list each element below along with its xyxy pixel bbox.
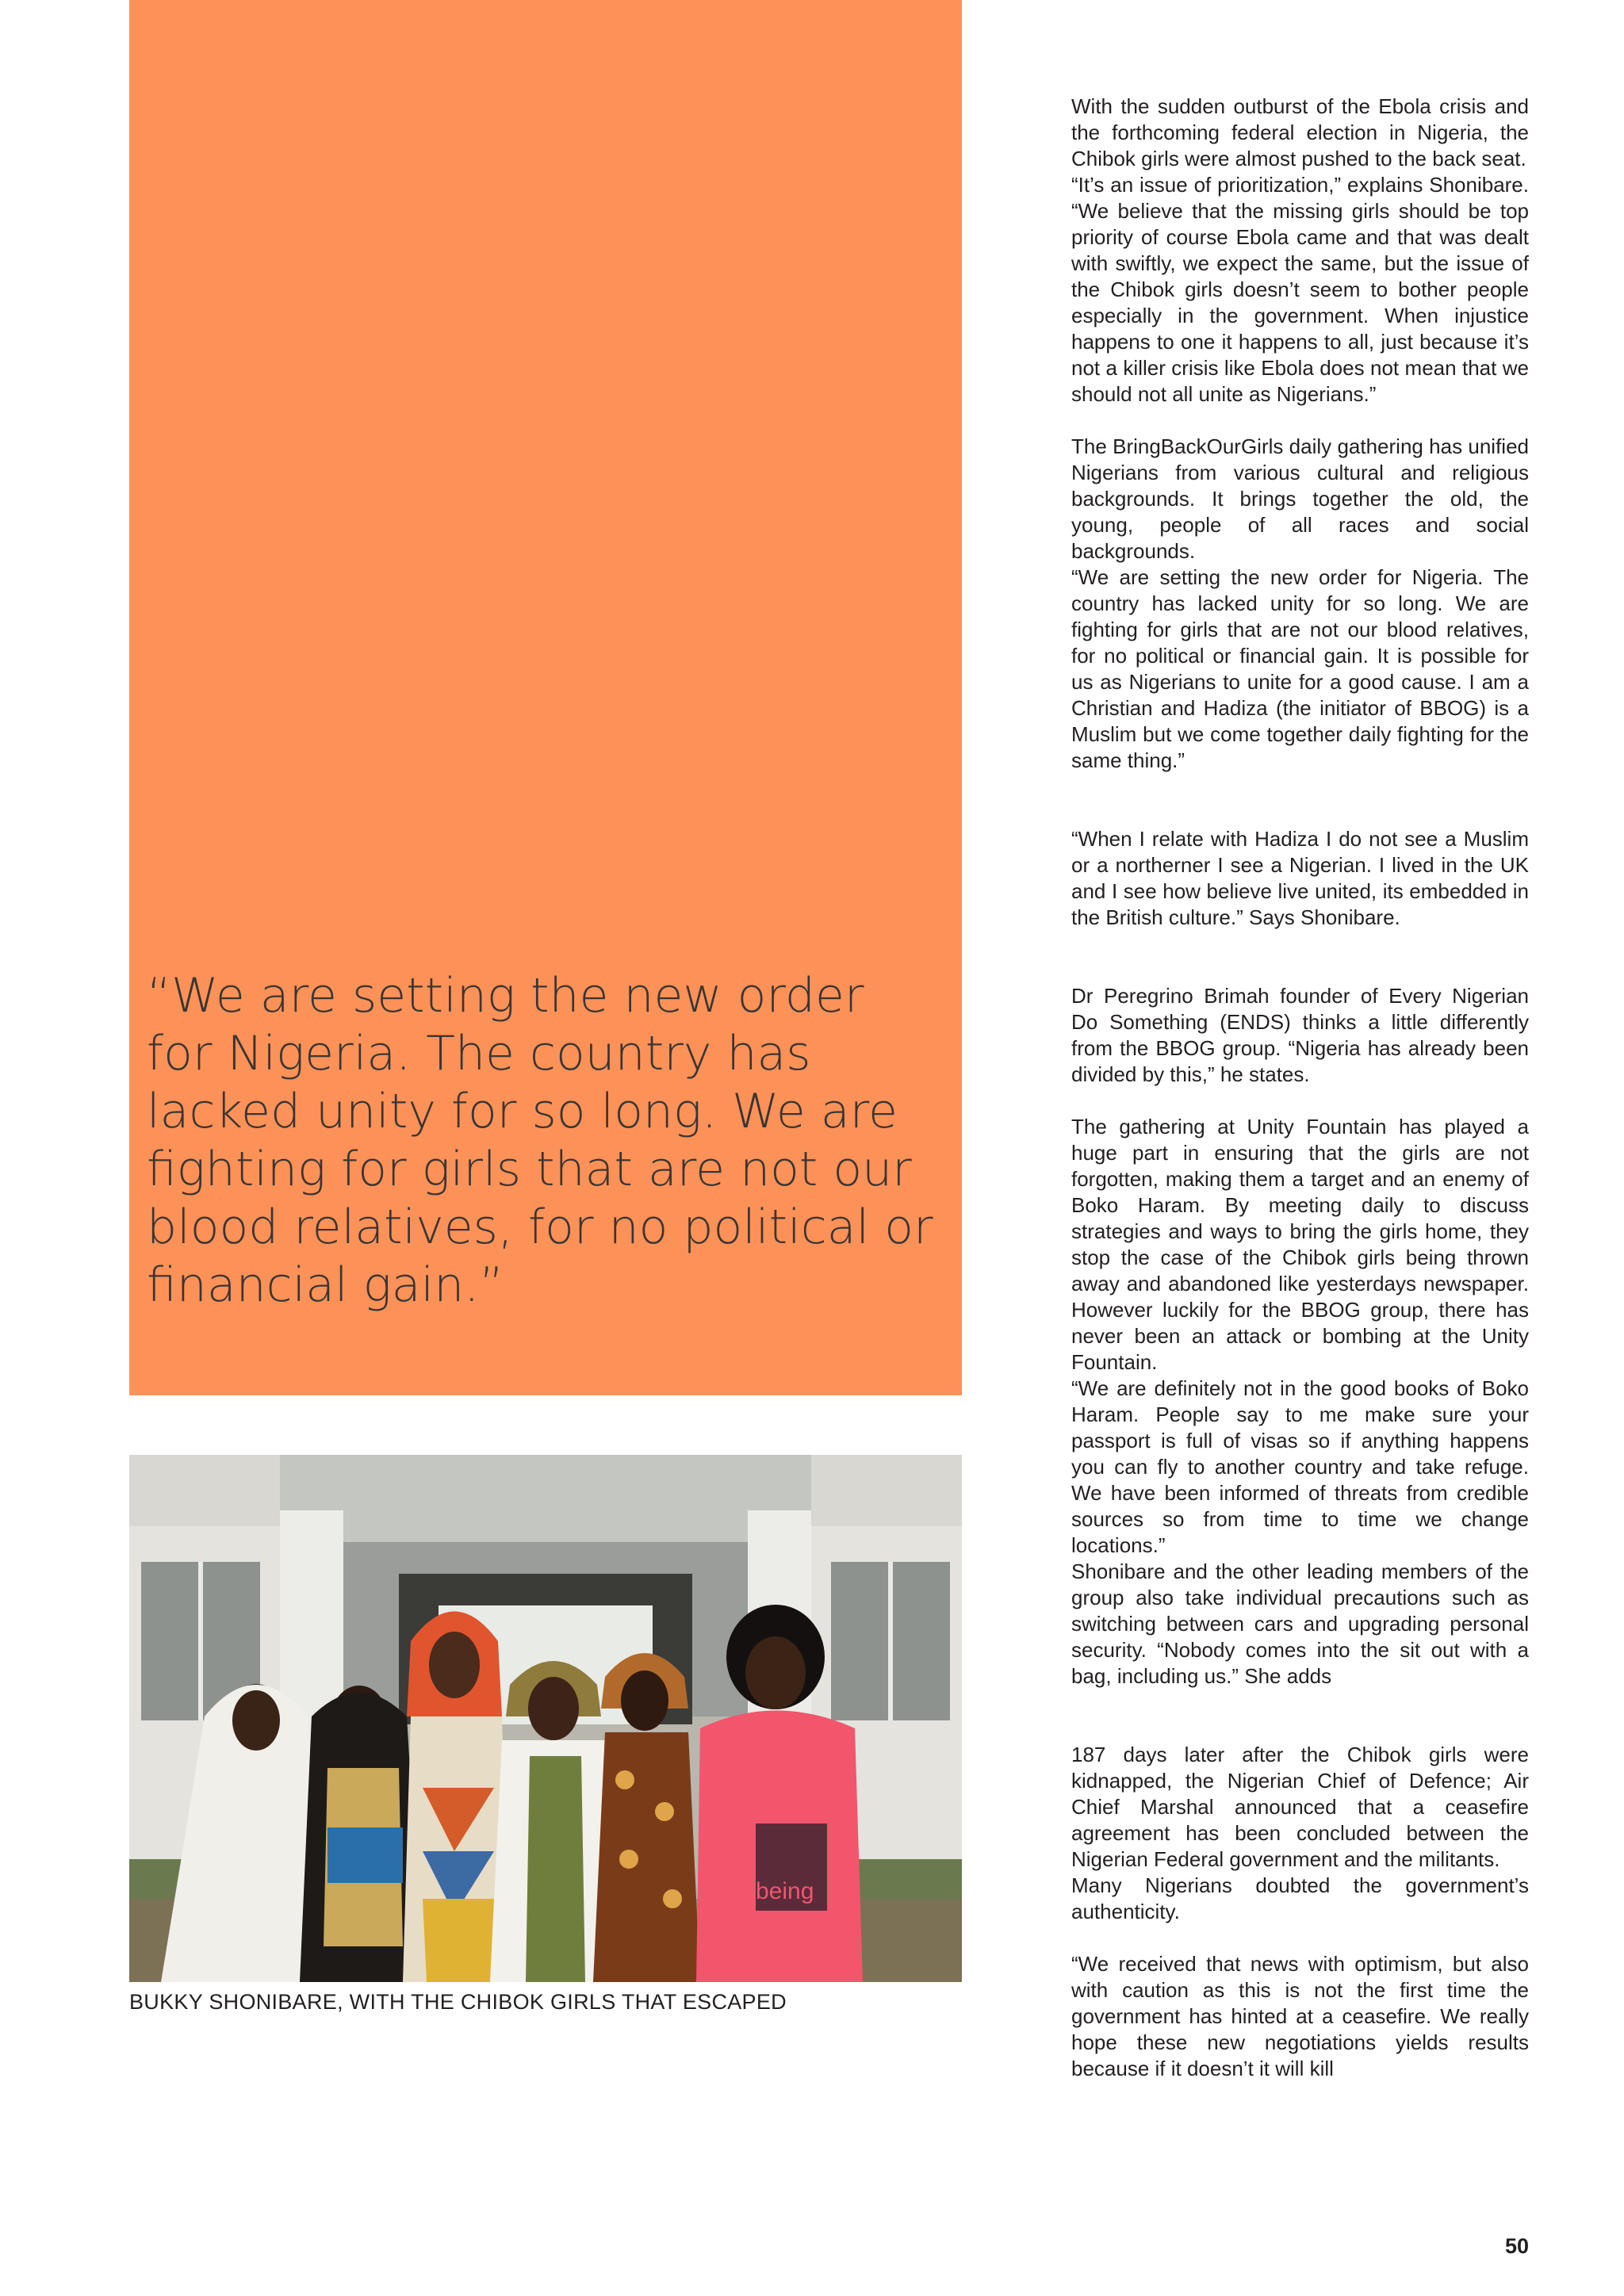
pull-quote: “We are setting the new order for Nigeria. The country has lacked unity for so long. We are fighting for girls that are not our blood relatives, for no political or financial gain.” — [147, 968, 933, 1313]
article-paragraph: Shonibare and the other leading members of the group also take individual precautions such as switching between cars and upgrading personal security. “Nobody comes into the sit out with a bag, including us.” She adds — [1071, 1559, 1529, 1688]
article-paragraph: Dr Peregrino Brimah founder of Every Nigerian Do Something (ENDS) thinks a little differently from the BBOG group. “Nigeria has already been divided by this,” he states. — [1071, 984, 1529, 1086]
shirt-print-text: being — [756, 1878, 814, 1904]
article-paragraph: The BringBackOurGirls daily gathering has unified Nigerians from various cultural and religious backgrounds. It brings together the old, the young, people of all races and social backgrounds. — [1071, 434, 1529, 563]
group-photo — [129, 1455, 962, 1982]
article-paragraph: “We are setting the new order for Nigeria. The country has lacked unity for so long. We are fighting for girls that are not our blood relatives, for no political or financial gain. It is possible for us as Nigerians to unite for a good cause. I am a Christian and Hadiza (the initiator of BBOG) is a Muslim but we come together daily fighting for the same thing.” — [1071, 565, 1529, 772]
article-paragraph: 187 days later after the Chibok girls were kidnapped, the Nigerian Chief of Defence; Air Chief Marshal announced that a ceasefire agreement has been concluded between the Nigerian Federal government and the militants. — [1071, 1743, 1529, 1871]
page-number: 50 — [1504, 2234, 1529, 2258]
article-paragraph: Many Nigerians doubted the government’s authenticity. — [1071, 1873, 1529, 1923]
article-paragraph: “We received that news with optimism, but also with caution as this is not the first time the government has hinted at a ceasefire. We really hope these new negotiations yields results because if it doesn’t it will kill — [1071, 1952, 1529, 2080]
photo-caption: BUKKY SHONIBARE, WITH THE CHIBOK GIRLS THAT ESCAPED — [129, 1990, 787, 2014]
article-paragraph: With the sudden outburst of the Ebola crisis and the forthcoming federal election in Nigeria, the Chibok girls were almost pushed to the back seat. — [1071, 94, 1529, 170]
article-body — [1071, 94, 1529, 2082]
article-paragraph: “We are definitely not in the good books of Boko Haram. People say to me make sure your passport is full of visas so if anything happens you can fly to another country and take refuge. We have been informed of threats from credible sources so from time to time we change locations.” — [1071, 1376, 1529, 1557]
article-paragraph: The gathering at Unity Fountain has played a huge part in ensuring that the girls are not forgotten, making them a target and an enemy of Boko Haram. By meeting daily to discuss strategies and ways to bring the girls home, they stop the case of the Chibok girls being thrown away and abandoned like yesterdays newspaper. However luckily for the BBOG group, there has never been an attack or bombing at the Unity Fountain. — [1071, 1115, 1529, 1374]
article-paragraph: “It’s an issue of prioritization,” explains Shonibare. “We believe that the missing girls should be top priority of course Ebola came and that was dealt with swiftly, we expect the same, but the issue of the Chibok girls doesn’t seem to bother people especially in the government. When injustice happens to one it happens to all, just because it’s not a killer crisis like Ebola does not mean that we should not all unite as Nigerians.” — [1071, 173, 1529, 406]
article-paragraph: “When I relate with Hadiza I do not see a Muslim or a northerner I see a Nigerian. I lived in the UK and I see how believe live united, its embedded in the British culture.” Says Shonibare. — [1071, 827, 1529, 929]
